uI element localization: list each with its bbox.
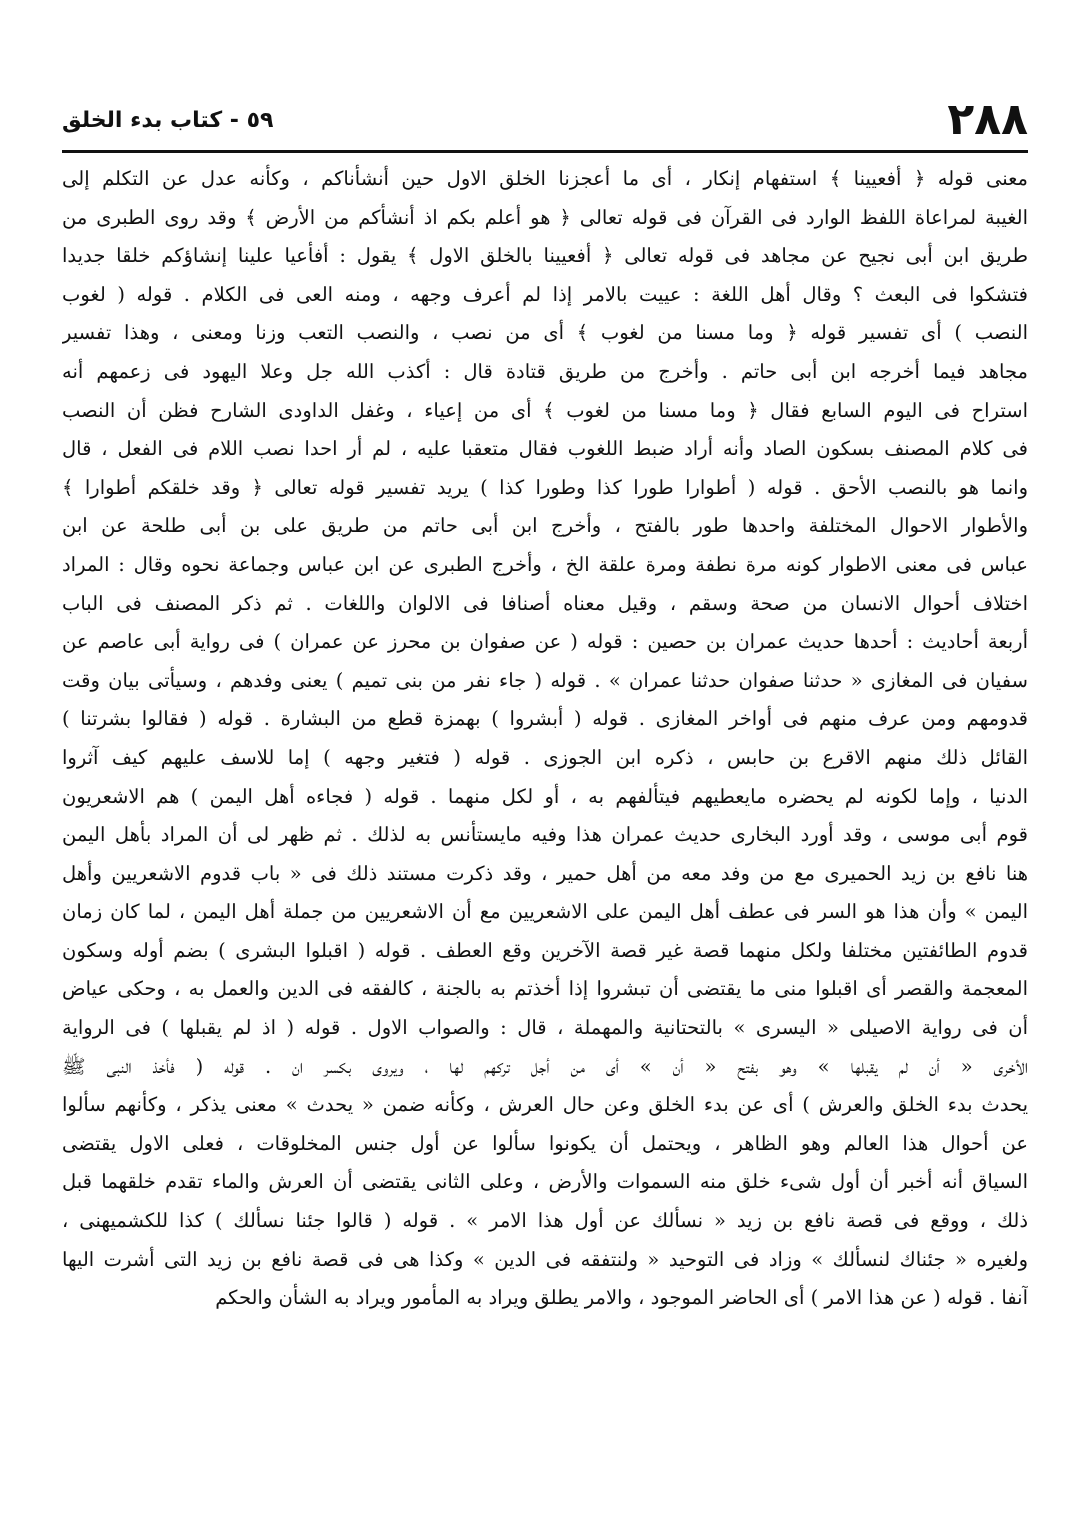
page-header <box>62 92 1028 152</box>
text-line: عباس فى معنى الاطوار كونه مرة نطفة ومرة علقة الخ ، وأخرج الطبرى عن ابن عباس وجماعة نحوه وقال : المراد <box>62 552 1028 576</box>
page-number: ٢٨٨ <box>947 94 1028 145</box>
text-line: ذلك ، ووقع فى قصة نافع بن زيد « نسألك عن أول هذا الامر » . قوله ( قالوا جئنا نسألك ) كذا للكشميهنى ، <box>62 1209 1028 1233</box>
text-line: النصب ) أى تفسير قوله ﴿ وما مسنا من لغوب ﴾ أى من نصب ، والنصب التعب وزنا ومعنى ، وهذا تفسير <box>62 321 1028 345</box>
text-line: قدوم الطائفتين مختلفا ولكل منهما قصة غير قصة الآخرين وقع العطف . قوله ( اقبلوا البشرى ) بضم أوله وسكون <box>62 938 1028 962</box>
text-line: استراح فى اليوم السابع فقال ﴿ وما مسنا من لغوب ﴾ أى من إعياء ، وغفل الداودى الشارح فظن أن النصب <box>62 398 1028 422</box>
text-line: الغيبة لمراعاة اللفظ الوارد فى القرآن فى قوله تعالى ﴿ هو أعلم بكم اذ أنشأكم من الأرض ﴾ وقد روى الطبرى من <box>62 205 1028 229</box>
text-line: اليمن » وأن هذا هو السر فى عطف أهل اليمن على الاشعريين مع أن الاشعريين من جملة أهل اليمن ، لما كان زمان <box>62 900 1028 924</box>
text-line: الأخرى « أن لم يقبلها » وهو بفتح « أن » أى من أجل تركهم لها ، ويروى بكسر ان . قوله ( فأخذ النبى ﷺ <box>62 1054 1028 1078</box>
text-line: وانما هو بالنصب الأحق . قوله ( أطوارا طورا كذا وطورا كذا ) يريد تفسير قوله تعالى ﴿ وقد خلقكم أطوارا ﴾ <box>62 475 1028 499</box>
text-line: والأطوار الاحوال المختلفة واحدها طور بالفتح ، وأخرج ابن أبى حاتم من طريق على بن أبى طلحة عن ابن <box>62 514 1028 538</box>
header-rule <box>62 150 1028 153</box>
text-line: طريق ابن أبى نجيح عن مجاهد فى قوله تعالى ﴿ أفعيينا بالخلق الاول ﴾ يقول : أفأعيا علينا إنشاؤكم خلقا جديدا <box>62 244 1028 268</box>
text-line: معنى قوله ﴿ أفعيينا ﴾ استفهام إنكار ، أى ما أعجزنا الخلق الاول حين أنشأناكم ، وكأنه عدل عن التكلم إلى <box>62 167 1028 190</box>
text-line: مجاهد فيما أخرجه ابن أبى حاتم . وأخرج من طريق قتادة قال : أكذب الله جل وعلا اليهود فى زعمهم أنه <box>62 359 1028 383</box>
text-line: ولغيره « جئناك لنسألك » وزاد فى التوحيد « ولنتفقه فى الدين » وكذا هى فى قصة نافع بن زيد التى أشرت اليها <box>62 1247 1028 1271</box>
text-line: عن أحوال هذا العالم وهو الظاهر ، ويحتمل أن يكونوا سألوا عن أول جنس المخلوقات ، فعلى الاول يقتضى <box>62 1131 1028 1155</box>
text-line: فى كلام المصنف بسكون الصاد وأنه أراد ضبط اللغوب فقال متعقبا عليه ، لم أر احدا نصب اللام فى الفعل ، قال <box>62 437 1028 461</box>
text-line: أربعة أحاديث : أحدها حديث عمران بن حصين : قوله ( عن صفوان بن محرز عن عمران ) فى رواية أبى عاصم عن <box>62 630 1028 654</box>
text-line: قدومهم ومن عرف منهم فى أواخر المغازى . قوله ( أبشروا ) بهمزة قطع من البشارة . قوله ( فقالوا بشرتنا ) <box>62 707 1028 731</box>
text-line: فتشكوا فى البعث ؟ وقال أهل اللغة : عييت بالامر إذا لم أعرف وجهه ، ومنه العى فى الكلام . قوله ( لغوب <box>62 282 1028 306</box>
text-line: سفيان فى المغازى « حدثنا صفوان حدثنا عمران » . قوله ( جاء نفر من بنى تميم ) يعنى وفدهم ، وسيأتى بيان وقت <box>62 668 1028 692</box>
text-line: الدنيا ، وإما لكونه لم يحضره مايعطيهم فيتألفهم به ، أو لكل منهما . قوله ( فجاءه أهل اليمن ) هم الاشعريون <box>62 784 1028 808</box>
text-line: قوم أبى موسى ، وقد أورد البخارى حديث عمران هذا وفيه مايستأنس به لذلك . ثم ظهر لى أن المراد بأهل اليمن <box>62 823 1028 847</box>
text-line: آنفا . قوله ( عن هذا الامر ) أى الحاضر الموجود ، والامر يطلق ويراد به المأمور ويراد به الشأن والحكم <box>215 1286 1028 1310</box>
text-line: السياق أنه أخبر أن أول شىء خلق منه السموات والأرض ، وعلى الثانى يقتضى أن العرش والماء تقدم خلقهما قبل <box>62 1170 1028 1194</box>
text-line: المعجمة والقصر أى اقبلوا منى ما يقتضى أن تبشروا إذا أخذتم به بالجنة ، كالفقه فى الدين والعمل به ، وحكى عياض <box>62 977 1028 1001</box>
running-title: ٥٩ - كتاب بدء الخلق <box>62 108 274 133</box>
text-line: يحدث بدء الخلق والعرش ) أى عن بدء الخلق وعن حال العرش ، وكأنه ضمن « يحدث » معنى يذكر ، وكأنهم سألوا <box>62 1093 1028 1117</box>
body-text <box>62 160 1028 1318</box>
text-line: القائل ذلك منهم الاقرع بن حابس ، ذكره ابن الجوزى . قوله ( فتغير وجهه ) إما للاسف عليهم كيف آثروا <box>62 745 1028 769</box>
text-line: اختلاف أحوال الانسان من صحة وسقم ، وقيل معناه أصنافا فى الالوان واللغات . ثم ذكر المصنف فى الباب <box>62 591 1028 615</box>
text-line: أن فى رواية الاصيلى « اليسرى » بالتحتانية والمهملة ، قال : والصواب الاول . قوله ( اذ لم يقبلها ) فى الرواية <box>62 1016 1028 1040</box>
text-line: هنا نافع بن زيد الحميرى مع من وفد معه من أهل حمير ، وقد ذكرت مستند ذلك فى « باب قدوم الاشعريين وأهل <box>62 861 1028 885</box>
